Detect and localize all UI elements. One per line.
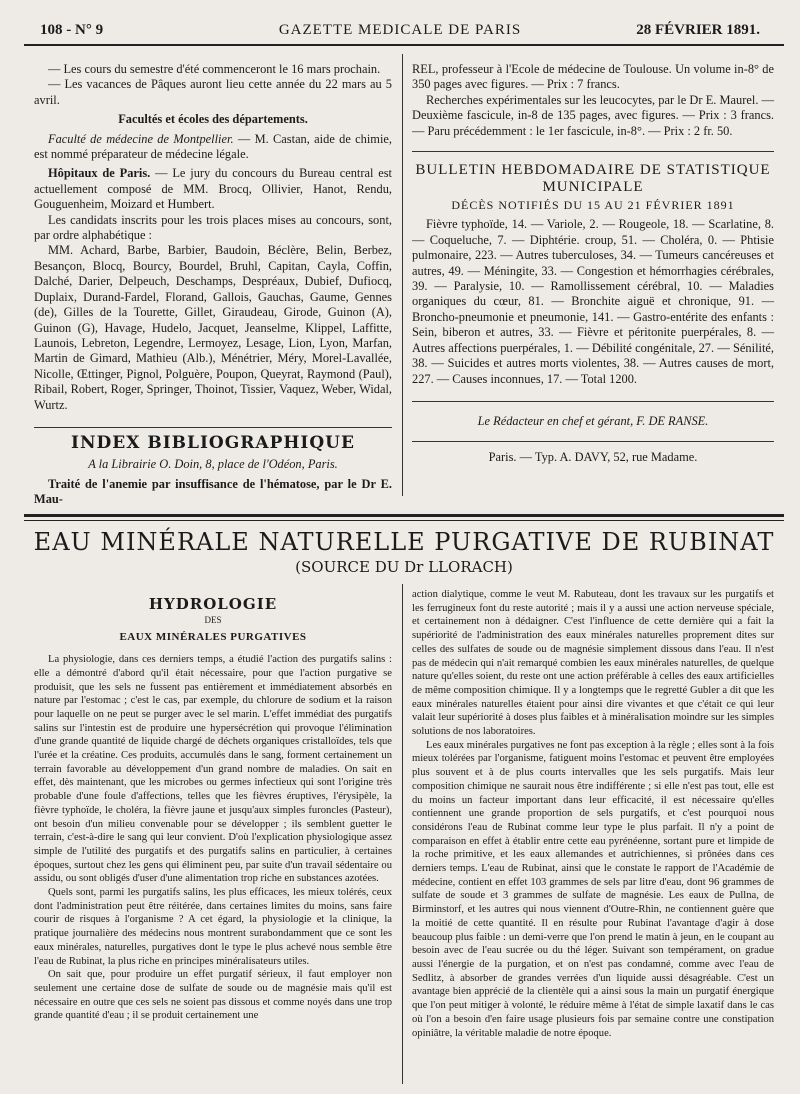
issue-date: 28 FÉVRIER 1891. bbox=[636, 22, 760, 38]
redacteur-block bbox=[412, 401, 774, 429]
ad-top-rule bbox=[24, 514, 784, 517]
traite-entry: Traité de l'anemie par insuffisance de l'hématose, par le Dr E. Mau- bbox=[34, 476, 392, 507]
hydrologie-title: HYDROLOGIE bbox=[148, 595, 278, 613]
ad-paragraph: Les eaux minérales purgatives ne font pas exception à la règle ; elles sont à la fois mieux tolérées par l'organisme, fatiguent moins l'estomac et peuvent être employées plus souvent et à de plus courts intervalles que les sels purgatifs. Mais leur composition chimique ne saurait nous être indifférente ; si elle n'est pas tout, elle est du moins un facteur important dans leur efficacité, il est nécessaire qu'elles contiennent une grande proportion de sels purgatifs, et c'est pourquoi nous considérons l'eau de Rubinat comme leur type le plus parfait. Il n'y a point de comparaison en effet à établir entre cette eau pyrénéenne, sortant pure et limpide de la roche primitive, et les eaux allemandes et autrichiennes, si prônées dans ces derniers temps. L'eau de Rubinat, ainsi que le constate le rapport de l'Académie de médecine, contient en effet 103 grammes de sels par litre d'eau, dont 96 grammes de sulfate de soude et 3 grammes de sulfate de magnésie. Les eaux de Pullna, de Birminstorf, et les autres qui nous viennent d'Outre-Rhin, ne contiennent guère que la moitié de cette quantité. Il en résulte pour Rubinat l'avantage d'agir à dose beaucoup plus faible : un demi-verre que l'on prend le matin à jeun, en le coupant au besoin avec de l'eau sucrée ou du thé léger. Suivant son tempérament, on gradue aussi l'énergie de la purgation, et on n'est pas condamné, comme avec l'eau de Sedlitz, à absorber de grandes verrées d'un liquide aussi désagréable. C'est un avantage bien apprécié de la clientèle qui a ainsi sous la main un purgatif énergique que l'on peut mitiger à volonté, le réduire même à l'état de simple laxatif dans le cas où l'on a besoin d'en faire usage plusieurs fois par semaine contre une constipation opiniâtre, la véritable maladie de notre époque. bbox=[412, 739, 774, 1039]
hydrologie-subtitle: EAUX MINÉRALES PURGATIVES bbox=[119, 631, 307, 644]
ad-paragraph: action dialytique, comme le veut M. Rabuteau, dont les travaux sur les purgatifs et les ferrugineux font du reste autorité ; mais il y a aussi une action nerveuse spéciale, et certainement non à dédaigner. C'est l'influence de cette dernière qui a fait la supériorité de l'administration des eaux minérales naturelles proprement dites sur celles des sulfates de soude ou de magnésie simplement dissous dans l'eau. Il n'est pas de médecin qui n'ait remarqué combien les eaux minérales naturelles, de quelque nature qu'elles soient, du reste ont une action préférable à celles des eaux artificielles de même composition chimique. Il y a longtemps que le regretté Gubler a dit que les eaux minérales naturelles étaient pour ainsi dire vivantes et que c'était ce qui leur valait leur supériorité à doses plus faibles et à minéralisation moindre sur les simples solutions de nos laboratoires. bbox=[412, 589, 774, 738]
index-subtitle: A la Librairie O. Doin, 8, place de l'Odéon, Paris. bbox=[88, 457, 338, 472]
hopitaux-label: Hôpitaux de Paris. bbox=[48, 166, 151, 181]
printer-line: Paris. — Typ. A. DAVY, 52, rue Madame. bbox=[488, 450, 698, 465]
page-header bbox=[30, 18, 770, 42]
montpellier-label: Faculté de médecine de Montpellier. bbox=[48, 131, 234, 146]
hopitaux-paragraph bbox=[34, 166, 392, 212]
column-separator bbox=[402, 54, 403, 496]
page-number: 108 - N° 9 bbox=[40, 22, 104, 38]
bulletin-block bbox=[412, 151, 774, 387]
ad-left-column bbox=[34, 574, 392, 1023]
right-column bbox=[412, 62, 774, 466]
facultes-heading: Facultés et écoles des départements. bbox=[118, 112, 308, 127]
redacteur-line: Le Rédacteur en chef et gérant, F. DE RANSE. bbox=[477, 413, 709, 428]
bulletin-subtitle: DÉCÈS NOTIFIÉS DU 15 AU 21 FÉVRIER 1891 bbox=[451, 198, 735, 213]
book-entry: REL, professeur à l'Ecole de médecine de Toulouse. Un volume in-8° de 350 pages avec figures. — Prix : 7 francs. bbox=[412, 62, 774, 92]
mortality-stats: Fièvre typhoïde, 14. — Variole, 2. — Rougeole, 18. — Scarlatine, 8. — Coqueluche, 7. — Diphtérie. croup, 51. — Choléra, 0. — Phtisie pulmonaire, 223. — Autres tuberculoses, 34. — Tumeurs cancéreuses et autres, 49. — Méningite, 33. — Congestion et hémorrhagies cérébrales, 39. — Paralysie, 10. — Ramollissement cérébral, 10. — Maladies organiques du cœur, 81. — Bronchite aiguë et chronique, 91. — Broncho-pneumonie et pneumonie, 141. — Gastro-entérite des enfants : Sein, biberon et autres, 33. — Fièvre et péritonite puerpérales, 8. — Autres affections puerpérales, 1. — Débilité congénitale, 27. — Sénilité, 38. — Suicides et autres morts violentes, 38. — Autres causes de mort, 227. — Causes inconnues, 17. — Total 1200. bbox=[412, 217, 774, 386]
ad-paragraph: Quels sont, parmi les purgatifs salins, les plus efficaces, les mieux tolérés, ceux dont l'administration peut être réitérée, dans certaines limites du moins, sans faire courir de risques à l'organisme ? A cet égard, la physiologie et la clinique, la pratique journalière des médecins nous montrent surabondamment que ce sont les eaux minérales, naturelles, purgatives dont le type le plus achevé nous semble être l'eau de Rubinat, la plus riche en principes minéralisateurs utiles. bbox=[34, 887, 392, 967]
index-title: INDEX BIBLIOGRAPHIQUE bbox=[34, 427, 392, 451]
ad-right-column bbox=[412, 588, 774, 1040]
candidats-paragraph: Les candidats inscrits pour les trois places mises au concours, sont, par ordre alphabétique : bbox=[34, 212, 392, 243]
candidates-list: MM. Achard, Barbe, Barbier, Baudoin, Béclère, Belin, Berbez, Besançon, Blocq, Bourcy, Bourdel, Bruhl, Capitan, Cayla, Coffin, Dalché, Darier, Delpeuch, Deschamps, Despréaux, Dubief, Dufiocq, Duplaix, Durand-Fardel, Florand, Gallois, Gauchas, Gaume, Gennes (de), Gilles de la Tourette, Gillet, Giraudeau, Girode, Guinon (A), Guinon (G), Havage, Hudelo, Jacquet, Jeanselme, Klippel, Laffitte, Launois, Lebreton, Legendre, Lermoyez, Lesage, Lion, Lyon, Marfan, Martin de Gimard, Mathieu (Alb.), Ménétrier, Méry, Morel-Lavallée, Nicolle, Œttinger, Pignol, Polguère, Poupon, Queyrat, Raymond (Paul), Ribail, Robert, Roger, Springer, Thoinot, Tissier, Vaquez, Weber, Widal, Wurtz. bbox=[34, 243, 392, 412]
imprimerie-block bbox=[412, 441, 774, 465]
ad-top-rule-2 bbox=[24, 520, 784, 521]
ad-subtitle: (SOURCE DU Dr LLORACH) bbox=[295, 558, 513, 576]
ad-paragraph: La physiologie, dans ces derniers temps, a étudié l'action des purgatifs salins : elle a démontré d'abord qu'il était nécessaire, pour que l'action purgative se produisit, que les sels ne fussent pas entièrement et immédiatement absorbés en nature par l'estomac ; c'est le cas, par exemple, du chlorure de sodium et la raison pour laquelle on ne peut se purger avec le sel marin. L'effet immédiat des purgatifs salins sur l'intestin est de produire une hypersécrétion qui provoque l'élimination d'une grande quantité de liquide chargé de déchets organiques cristalloïdes, tels que l'urée et la créatine. Ces produits, accumulés dans le sang, forment certainement un terrain favorable au développement d'un grand nombre de maladies. On sait en effet, dès maintenant, que les microbes ou germes infectieux qui sont l'origine très probable d'une foule d'affections, telles que les fièvres éruptives, l'érysipèle, la fièvre typhoïde, le choléra, la fièvre jaune et jusqu'aux simples furoncles (Pasteur), ont besoin d'un milieu convenable pour se développer ; ils semblent guetter le terrain, c'est-à-dire le sang qui leur convient. D'où l'explication physiologique assez simple de l'utilité des purgatifs et des purgatifs salins en particulier, à certaines époques, surtout chez les gens qui éliminent peu, par suite d'un travail sédentaire ou assidu, ou sont obligés d'user d'une alimentation trop riche en substances azotées. bbox=[34, 654, 392, 885]
bulletin-title: BULLETIN HEBDOMADAIRE DE STATISTIQUE MUNICIPALE bbox=[415, 162, 771, 196]
hopitaux-text: — Le jury du concours du Bureau central est actuellement composé de MM. Brocq, Ollivier, Hanot, Rendu, Gouguenheim, Moizard et Humbert. bbox=[34, 166, 392, 212]
header-rule bbox=[24, 44, 784, 46]
ad-column-separator bbox=[402, 584, 403, 1084]
ad-paragraph: On sait que, pour produire un effet purgatif sérieux, il faut employer non seulement une certaine dose de sulfate de soude ou de magnésie mais qu'il est nécessaire en outre que ces sels ne soient pas dissous et comme noyés dans une trop grande quantité d'eau ; il se produit certainement une bbox=[34, 969, 392, 1022]
recherches-entry: Recherches expérimentales sur les leucocytes, par le Dr E. Maurel. — Deuxième fascicule, in-8 de 135 pages, avec figures. — Prix : 3 francs. — Paru précédemment : le 1er fascicule, in-8°. — Prix : 2 fr. 50. bbox=[412, 92, 774, 138]
news-paragraph: — Les vacances de Pâques auront lieu cette année du 22 mars au 5 avril. bbox=[34, 77, 392, 107]
ad-title: EAU MINÉRALE NATURELLE PURGATIVE DE RUBINAT bbox=[33, 528, 775, 556]
hydrologie-des: DES bbox=[204, 614, 222, 625]
news-paragraph: — Les cours du semestre d'été commenceront le 16 mars prochain. bbox=[48, 62, 381, 76]
left-column bbox=[34, 62, 392, 508]
montpellier-paragraph bbox=[34, 132, 392, 163]
montpellier-text: — M. Castan, aide de chimie, est nommé préparateur de médecine légale. bbox=[34, 131, 392, 162]
journal-title: GAZETTE MEDICALE DE PARIS bbox=[278, 22, 522, 38]
